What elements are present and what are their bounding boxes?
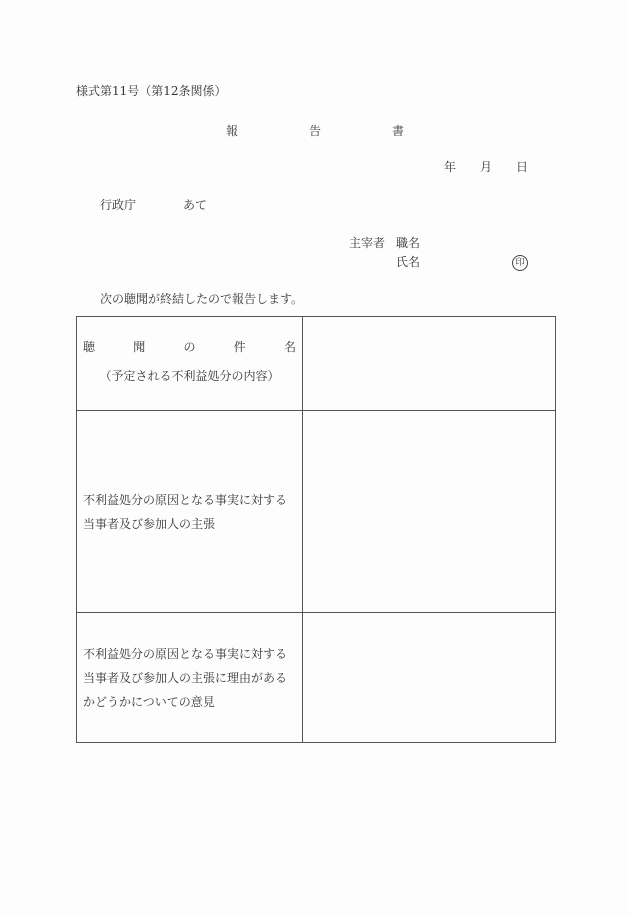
row-label-hearing-subject xyxy=(77,317,303,411)
hearing-subject-sublabel: （予定される不利益処分の内容） xyxy=(99,368,280,383)
presider-position-label: 職名 xyxy=(396,236,421,250)
presider-role-label: 主宰者 xyxy=(349,236,386,250)
hearing-subject-value[interactable] xyxy=(303,317,556,411)
document-title xyxy=(226,124,404,138)
label-line: 当事者及び参加人の主張に理由がある xyxy=(83,670,288,685)
form-number: 様式第11号（第12条関係） xyxy=(76,84,227,98)
title-char: 報 xyxy=(226,124,239,138)
row-label-opinion xyxy=(77,613,303,743)
addressee-suffix: あて xyxy=(183,198,208,212)
opinion-value[interactable] xyxy=(303,613,556,743)
seal-icon: 印 xyxy=(512,255,528,271)
label-char: 件 xyxy=(233,339,246,354)
hearing-subject-label xyxy=(83,338,296,355)
table-row xyxy=(77,613,556,743)
row-label-parties-claims xyxy=(77,411,303,613)
label-char: 聞 xyxy=(133,339,146,354)
date-month: 月 xyxy=(479,160,492,174)
label-line: 当事者及び参加人の主張 xyxy=(83,516,216,531)
report-table xyxy=(76,316,556,743)
presider-name-label: 氏名 xyxy=(396,255,421,269)
date-year: 年 xyxy=(444,160,457,174)
label-char: 聴 xyxy=(83,339,96,354)
date-line xyxy=(444,160,528,174)
label-char: 名 xyxy=(283,339,296,354)
date-day: 日 xyxy=(515,160,528,174)
parties-claims-value[interactable] xyxy=(303,411,556,613)
label-line: 不利益処分の原因となる事実に対する xyxy=(83,492,288,507)
intro-text: 次の聴聞が終結したので報告します。 xyxy=(100,292,304,306)
label-line: かどうかについての意見 xyxy=(83,694,215,709)
title-char: 告 xyxy=(308,124,321,138)
title-char: 書 xyxy=(391,124,404,138)
label-line: 不利益処分の原因となる事実に対する xyxy=(83,646,288,661)
addressee-name: 行政庁 xyxy=(100,198,137,212)
table-row xyxy=(77,411,556,613)
label-char: の xyxy=(183,339,196,354)
table-row xyxy=(77,317,556,411)
seal-mark xyxy=(512,254,528,271)
